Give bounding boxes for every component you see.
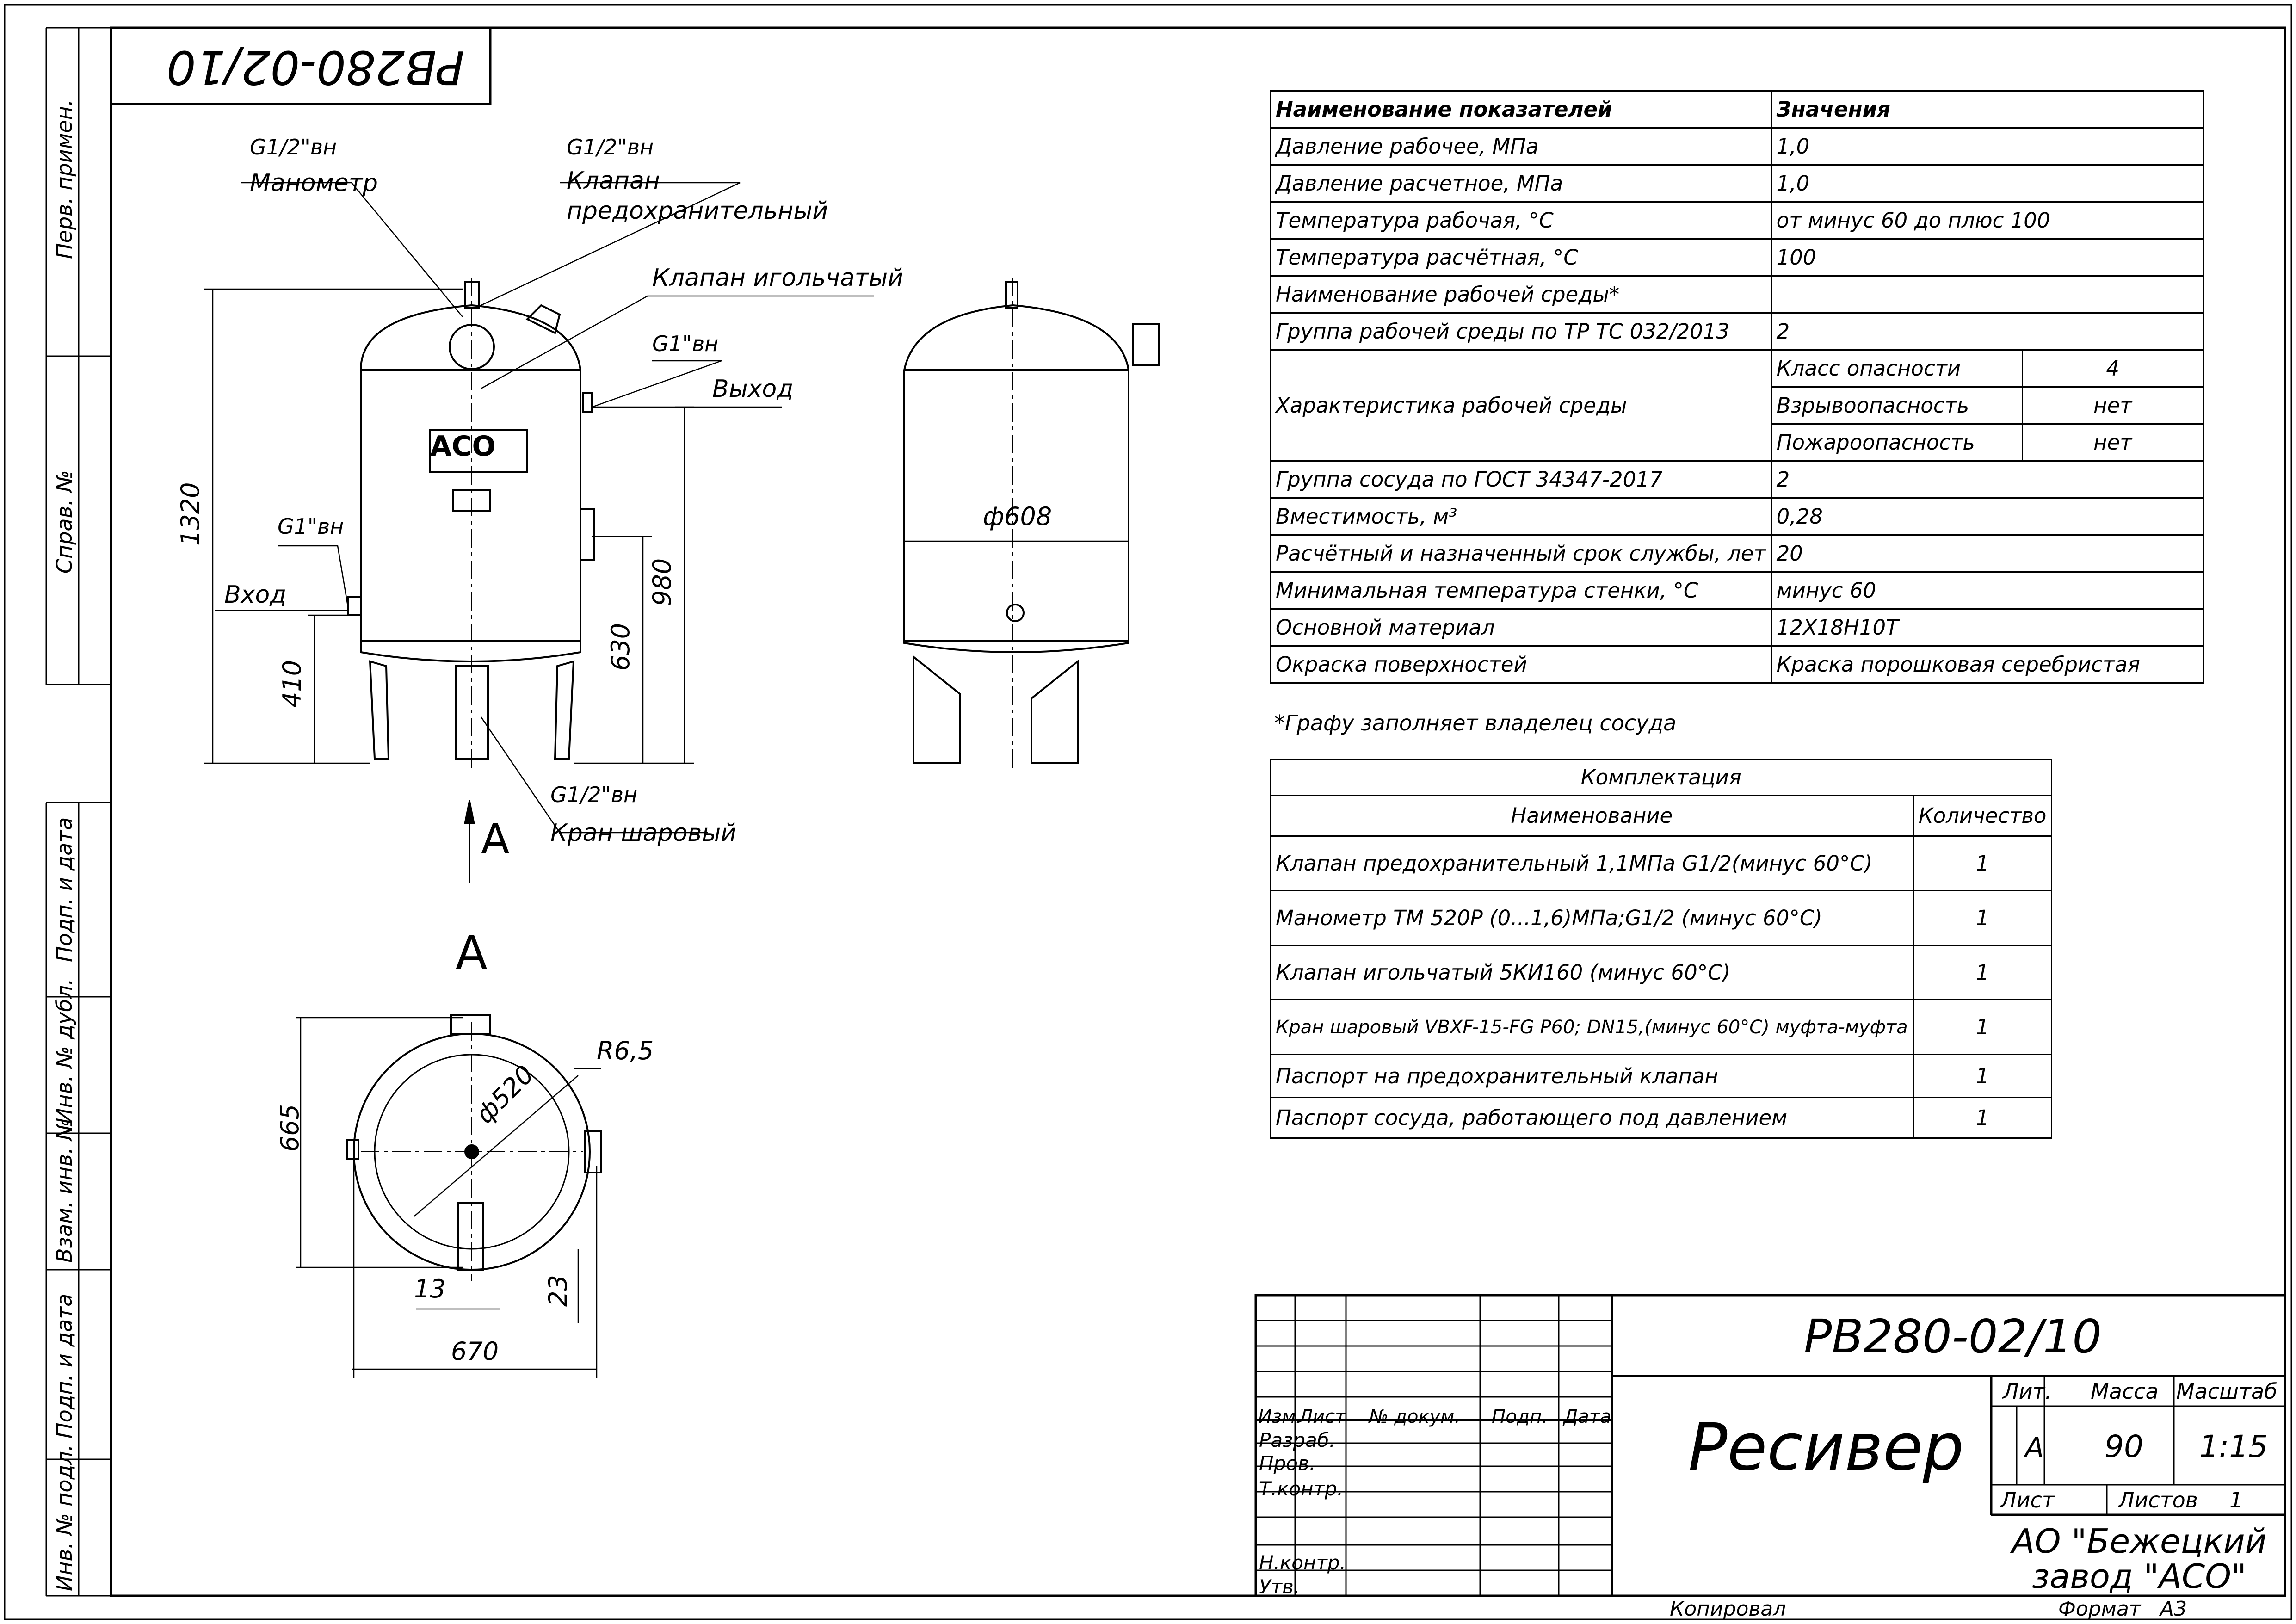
medium-value: нет (2022, 424, 2203, 461)
kit-qty: 1 (1913, 1098, 2052, 1138)
spec-value: от минус 60 до плюс 100 (1771, 202, 2203, 239)
table-row (1271, 836, 2052, 891)
table-row (1271, 350, 2203, 387)
table-row (1271, 1098, 2052, 1138)
ball-valve-thread: G1/2"вн (550, 782, 638, 807)
medium-value: нет (2022, 387, 2203, 424)
dim-1320: 1320 (176, 482, 205, 546)
spec-value: 20 (1771, 535, 2203, 572)
spec-name: Наименование рабочей среды* (1271, 276, 1771, 313)
table-row (1271, 165, 2203, 202)
plan-dimensions (296, 1018, 601, 1378)
dim-r65: R6,5 (597, 1036, 654, 1065)
ball-valve-label: Кран шаровый (550, 819, 737, 847)
spec-value: 2 (1771, 461, 2203, 498)
sheets-label: Листов (2118, 1488, 2198, 1513)
format-label: Формат (2058, 1597, 2141, 1621)
dim-670: 670 (451, 1337, 499, 1366)
needle-valve-label: Клапан игольчатый (652, 264, 903, 292)
spec-name: Давление расчетное, МПа (1271, 165, 1771, 202)
mass-label: Масса (2091, 1379, 2159, 1404)
lit-value: А (2025, 1432, 2044, 1464)
table-row (1271, 945, 2052, 1000)
scale-value: 1:15 (2199, 1429, 2268, 1464)
kit-title-row (1271, 760, 2052, 796)
table-row (1271, 498, 2203, 535)
spec-name: Минимальная температура стенки, °С (1271, 572, 1771, 609)
side-label-orig-inv: Инв. № подл. (52, 1444, 77, 1591)
spec-value: 12Х18Н10Т (1771, 609, 2203, 646)
copied-label: Копировал (1670, 1597, 1786, 1621)
medium-prop: Пожароопасность (1771, 424, 2022, 461)
mass-value: 90 (2105, 1429, 2143, 1464)
table-row (1271, 276, 2203, 313)
spec-name: Окраска поверхностей (1271, 646, 1771, 683)
lit-label: Лит. (2003, 1379, 2052, 1404)
kit-item: Паспорт на предохранительный клапан (1271, 1055, 1913, 1098)
role-ncontrol: Н.контр. (1259, 1551, 1346, 1574)
table-row (1271, 646, 2203, 683)
col-date: Дата (1563, 1406, 1611, 1427)
aco-logo: АСО (430, 430, 496, 463)
dim-13: 13 (414, 1274, 446, 1303)
side-label-sign-date-1: Подп. и дата (52, 817, 77, 962)
table-row (1271, 1000, 2052, 1055)
dim-665: 665 (275, 1104, 304, 1152)
role-developer: Разраб. (1259, 1429, 1336, 1451)
spec-name: Давление рабочее, МПа (1271, 128, 1771, 165)
kit-qty: 1 (1913, 945, 2052, 1000)
designation: РВ280-02/10 (1804, 1309, 2102, 1364)
valve-thread: G1/2"вн (567, 135, 654, 160)
inlet-label: Вход (224, 581, 287, 609)
kit-title: Комплектация (1271, 760, 2052, 796)
valve-label-2: предохранительный (567, 197, 828, 225)
specs-table (1270, 90, 2204, 684)
inlet-thread: G1"вн (278, 514, 344, 539)
table-row (1271, 313, 2203, 350)
kit-item: Клапан предохранительный 1,1МПа G1/2(минус 60°С) (1271, 836, 1913, 891)
spec-name: Основной материал (1271, 609, 1771, 646)
format-value: А3 (2160, 1597, 2187, 1621)
kit-qty: 1 (1913, 836, 2052, 891)
kit-table (1270, 759, 2052, 1139)
view-arrow-label: A (481, 815, 510, 864)
table-row (1271, 239, 2203, 276)
drawing-name: Ресивер (1688, 1410, 1964, 1485)
kit-header-qty: Количество (1913, 796, 2052, 836)
table-row (1271, 572, 2203, 609)
sheet-label: Лист (2000, 1488, 2055, 1513)
col-izm: Изм. (1258, 1406, 1302, 1427)
table-row (1271, 1055, 2052, 1098)
spec-value: минус 60 (1771, 572, 2203, 609)
table-row (1271, 202, 2203, 239)
table-row (1271, 891, 2052, 945)
specs-header-value: Значения (1771, 91, 2203, 128)
outlet-label: Выход (712, 375, 794, 403)
outlet-thread: G1"вн (652, 331, 719, 356)
front-view (348, 278, 594, 768)
scale-label: Масштаб (2176, 1379, 2277, 1404)
medium-prop: Класс опасности (1771, 350, 2022, 387)
spec-name: Температура расчётная, °С (1271, 239, 1771, 276)
spec-value (1771, 276, 2203, 313)
role-approved: Утв. (1259, 1575, 1300, 1598)
spec-name: Температура рабочая, °С (1271, 202, 1771, 239)
spec-value: 1,0 (1771, 165, 2203, 202)
valve-label-1: Клапан (567, 167, 660, 195)
dim-630: 630 (606, 623, 635, 671)
company: АО "Бежецкий завод "АСО" (2012, 1522, 2267, 1596)
side-label-ref-no: Справ. № (52, 470, 77, 574)
view-title: A (456, 926, 488, 980)
kit-item: Кран шаровый VBXF-15-FG P60; DN15,(минус 60°С) муфта-муфта (1271, 1000, 1913, 1055)
kit-qty: 1 (1913, 1055, 2052, 1098)
col-list: Лист (1299, 1406, 1346, 1427)
specs-header-row (1271, 91, 2203, 128)
manometer-label: Манометр (250, 169, 378, 197)
side-label-dup-inv: Инв. № дубл. (52, 978, 77, 1124)
spec-value: 0,28 (1771, 498, 2203, 535)
spec-value: 100 (1771, 239, 2203, 276)
side-label-first-use: Перв. примен. (52, 99, 77, 259)
sheets-value: 1 (2229, 1488, 2243, 1513)
spec-value: 1,0 (1771, 128, 2203, 165)
spec-name: Характеристика рабочей среды (1271, 350, 1771, 461)
table-row (1271, 128, 2203, 165)
side-label-repl-inv: Взам. инв. № (52, 1118, 77, 1263)
side-label-sign-date-2: Подп. и дата (52, 1293, 77, 1439)
kit-qty: 1 (1913, 1000, 2052, 1055)
spec-name: Группа сосуда по ГОСТ 34347-2017 (1271, 461, 1771, 498)
role-checker: Пров. (1259, 1452, 1316, 1475)
kit-item: Паспорт сосуда, работающего под давлением (1271, 1098, 1913, 1138)
spec-value: 2 (1771, 313, 2203, 350)
dim-d520: ф520 (470, 1059, 540, 1130)
table-row (1271, 535, 2203, 572)
manometer-thread: G1/2"вн (250, 135, 337, 160)
top-stamp-text: PB280-02/10 (167, 40, 465, 94)
dim-23: 23 (543, 1275, 573, 1307)
kit-header-name: Наименование (1271, 796, 1913, 836)
dim-d608: ф608 (983, 502, 1052, 531)
medium-prop: Взрывоопасность (1771, 387, 2022, 424)
col-doc: № докум. (1369, 1406, 1461, 1427)
table-row (1271, 461, 2203, 498)
kit-header-row (1271, 796, 2052, 836)
spec-name: Вместимость, м³ (1271, 498, 1771, 535)
spec-name: Группа рабочей среды по ТР ТС 032/2013 (1271, 313, 1771, 350)
view-arrow-head (465, 800, 474, 823)
specs-footnote: *Графу заполняет владелец сосуда (1274, 710, 1677, 735)
dim-410: 410 (278, 660, 307, 708)
medium-value: 4 (2022, 350, 2203, 387)
table-row (1271, 609, 2203, 646)
plan-view (347, 1015, 601, 1281)
specs-header-name: Наименование показателей (1271, 91, 1771, 128)
col-sign: Подп. (1492, 1406, 1548, 1427)
spec-value: Краска порошковая серебристая (1771, 646, 2203, 683)
kit-item: Клапан игольчатый 5КИ160 (минус 60°С) (1271, 945, 1913, 1000)
dim-980: 980 (648, 558, 677, 606)
kit-qty: 1 (1913, 891, 2052, 945)
spec-name: Расчётный и назначенный срок службы, лет (1271, 535, 1771, 572)
kit-item: Манометр ТМ 520Р (0...1,6)МПа;G1/2 (минус 60°С) (1271, 891, 1913, 945)
role-tcontrol: Т.контр. (1259, 1477, 1344, 1500)
